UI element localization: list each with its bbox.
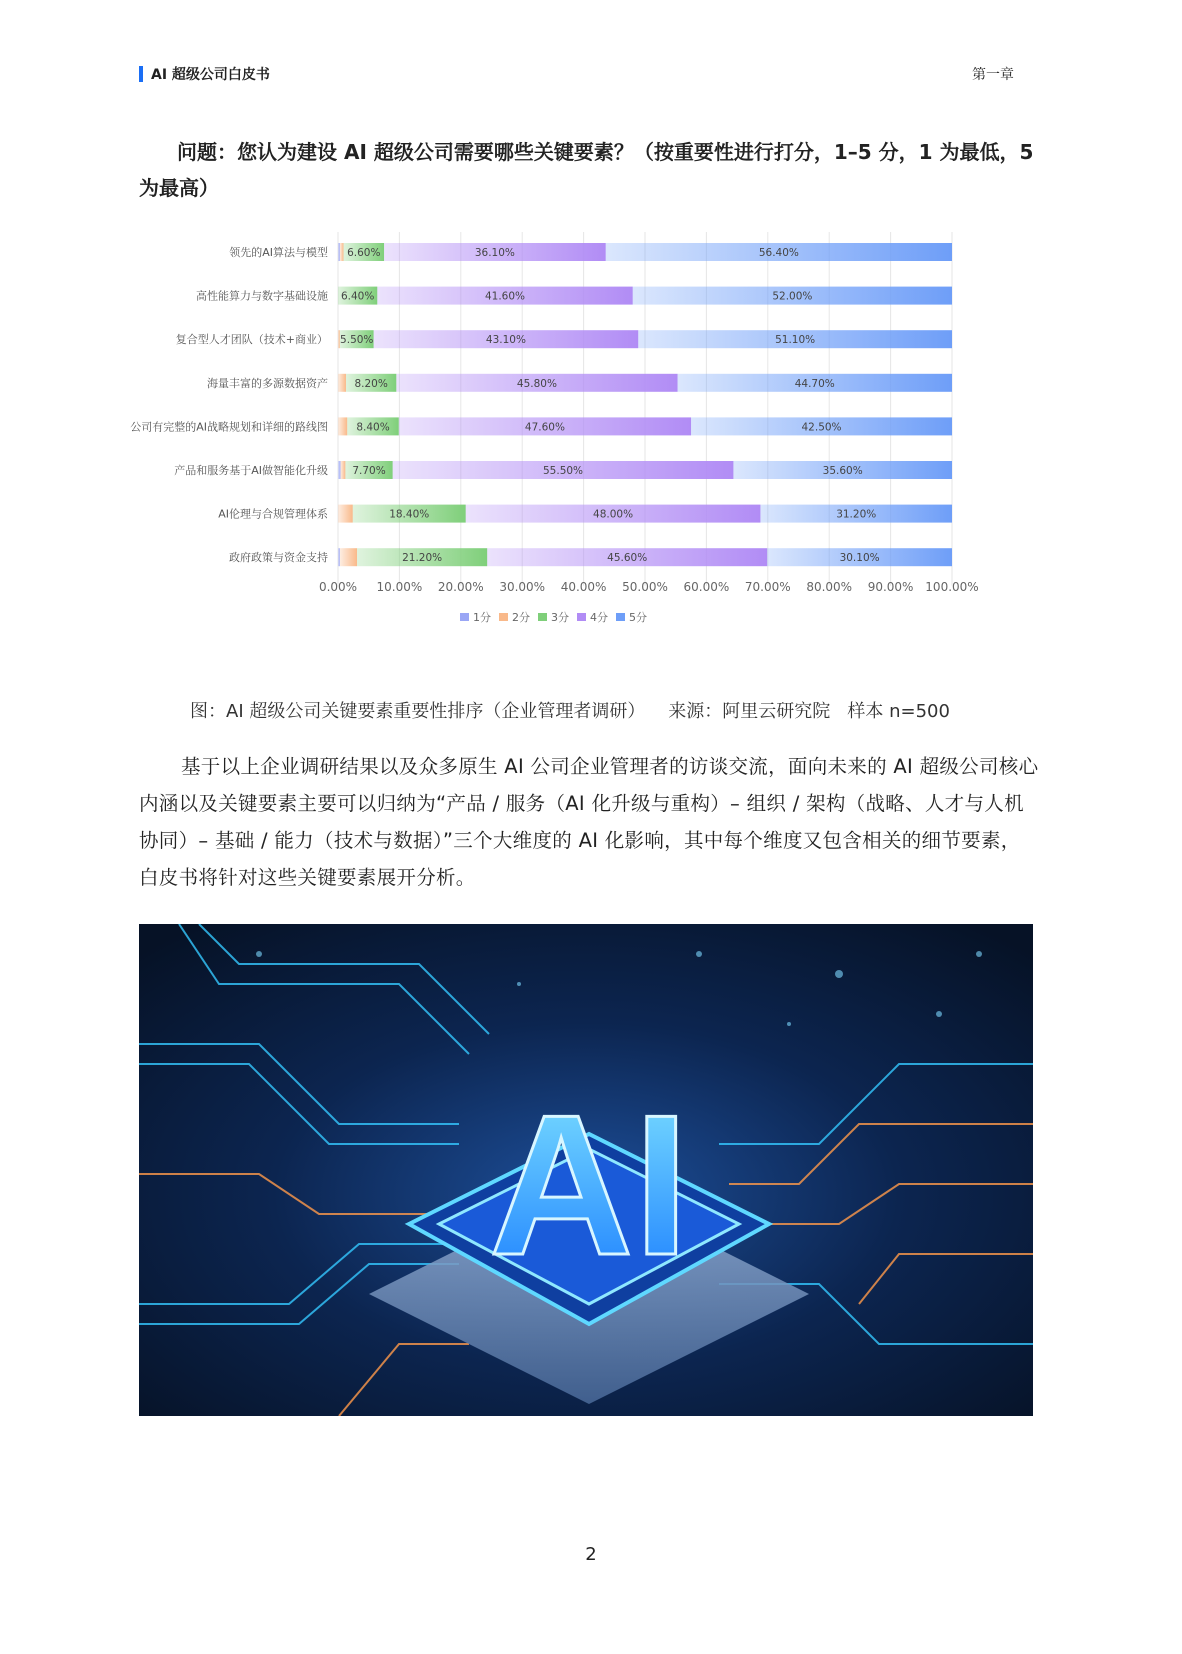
x-tick-label: 10.00% — [376, 580, 423, 594]
data-label: 31.20% — [836, 508, 877, 521]
data-label: 35.60% — [822, 465, 863, 477]
bar-segment-2分 — [338, 417, 347, 435]
category-label: AI伦理与合规管理体系 — [218, 507, 328, 521]
legend-label: 4分 — [590, 611, 608, 624]
header-accent-bar — [139, 66, 143, 82]
data-label: 18.40% — [389, 508, 430, 521]
category-label: 产品和服务基于AI做智能化升级 — [174, 464, 328, 477]
x-tick-label: 50.00% — [622, 580, 668, 594]
data-label: 48.00% — [593, 508, 634, 521]
data-label: 30.10% — [839, 552, 880, 565]
legend-label: 1分 — [473, 611, 491, 624]
legend-label: 5分 — [629, 611, 647, 624]
category-label: 公司有完整的AI战略规划和详细的路线图 — [130, 420, 328, 434]
stacked-bar-chart — [130, 232, 990, 642]
data-label: 51.10% — [775, 334, 816, 347]
category-label: 高性能算力与数字基础设施 — [196, 289, 328, 303]
legend-swatch — [538, 613, 547, 621]
category-label: 复合型人才团队（技术+商业） — [175, 333, 328, 347]
data-label: 45.60% — [607, 552, 648, 565]
category-label: 领先的AI算法与模型 — [229, 246, 328, 259]
data-label: 21.20% — [402, 552, 443, 565]
bar-segment-2分 — [338, 505, 353, 523]
survey-question: 问题：您认为建设 AI 超级公司需要哪些关键要素？（按重要性进行打分，1–5 分，1 为最低，5 为最高） — [139, 140, 1034, 200]
data-label: 52.00% — [772, 290, 813, 303]
data-label: 36.10% — [474, 247, 515, 259]
bar-segment-2分 — [338, 374, 346, 392]
legend-swatch — [577, 613, 586, 621]
data-label: 43.10% — [485, 334, 526, 347]
bar-segment-2分 — [340, 461, 345, 479]
data-label: 45.80% — [516, 377, 557, 390]
data-label: 8.40% — [356, 421, 390, 434]
legend-swatch — [499, 613, 508, 621]
legend-swatch — [460, 613, 469, 621]
category-label: 政府政策与资金支持 — [229, 551, 328, 565]
header-title — [139, 64, 270, 84]
x-tick-label: 20.00% — [437, 580, 484, 594]
x-tick-label: 70.00% — [744, 580, 791, 594]
x-tick-label: 100.00% — [925, 580, 979, 594]
header-title-text: AI 超级公司白皮书 — [151, 67, 270, 83]
category-label: 海量丰富的多源数据资产 — [207, 376, 328, 390]
bar-segment-2分 — [340, 243, 344, 261]
page-number: 2 — [585, 1544, 597, 1565]
bar-segment-1分 — [338, 548, 340, 566]
x-tick-label: 40.00% — [560, 580, 607, 594]
bar-segment-2分 — [340, 548, 357, 566]
x-tick-label: 30.00% — [499, 580, 546, 594]
data-label: 6.40% — [340, 290, 375, 303]
legend-swatch — [616, 613, 625, 621]
legend-label: 3分 — [551, 611, 569, 624]
body-paragraph: 基于以上企业调研结果以及众多原生 AI 公司企业管理者的访谈交流，面向未来的 AI 超级公司核心内涵以及关键要素主要可以归纳为“产品 / 服务（AI 化升级与重构）– 组织 / 架构（战略、人才与人机协同）– 基础 / 能力（技术与数据）”三个大维度的 AI 化影响，其中每个维度又包含相关的细节要素，白皮书将针对这些关键要素展开分析。 — [139, 755, 1039, 889]
bar-segment-1分 — [338, 461, 340, 479]
data-label: 41.60% — [484, 290, 526, 303]
data-label: 47.60% — [524, 421, 565, 434]
figure-caption: 图：AI 超级公司关键要素重要性排序（企业管理者调研） 来源：阿里云研究院 样本 n=500 — [190, 701, 950, 722]
x-tick-label: 0.00% — [318, 580, 358, 594]
chapter-label: 第一章 — [972, 67, 1014, 83]
x-tick-label: 80.00% — [806, 580, 853, 594]
bar-segment-1分 — [338, 243, 340, 261]
data-label: 42.50% — [801, 421, 842, 434]
data-label: 44.70% — [794, 377, 835, 390]
legend-label: 2分 — [512, 611, 530, 624]
data-label: 6.60% — [347, 247, 381, 259]
x-tick-label: 90.00% — [867, 580, 914, 594]
data-label: 5.50% — [340, 334, 374, 347]
x-tick-label: 60.00% — [683, 580, 730, 594]
svg-text:AI: AI — [489, 1074, 689, 1297]
ai-chip-illustration — [139, 924, 1033, 1416]
data-label: 56.40% — [758, 247, 799, 259]
data-label: 7.70% — [352, 465, 386, 477]
data-label: 8.20% — [354, 377, 388, 390]
data-label: 55.50% — [543, 465, 584, 477]
